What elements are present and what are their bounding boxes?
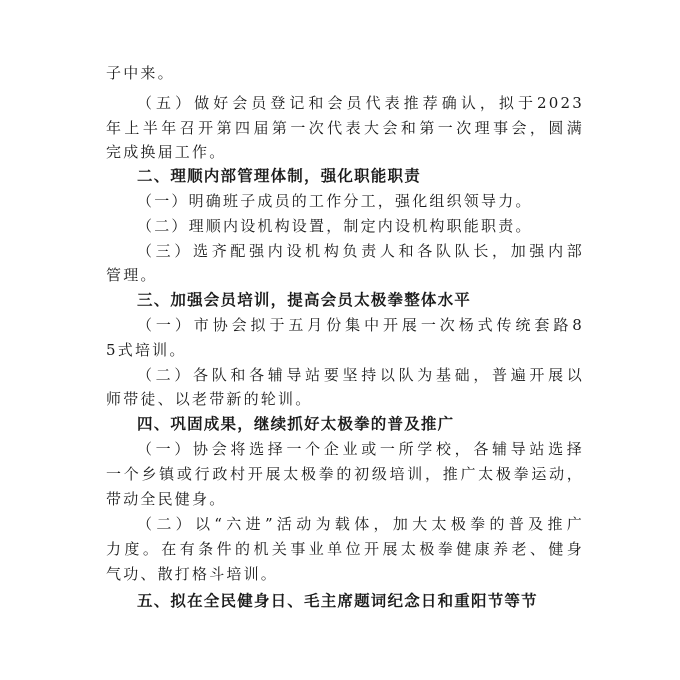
paragraph-line: （一）市协会拟于五月份集中开展一次杨式传统套路8 [137, 316, 584, 334]
section-heading: 三、加强会员培训，提高会员太极拳整体水平 [137, 291, 472, 309]
paragraph-line: （二）以“六进”活动为载体，加大太极拳的普及推广 [137, 515, 584, 533]
paragraph-line: 完成换届工作。 [106, 143, 227, 161]
paragraph-line: （一）明确班子成员的工作分工，强化组织领导力。 [137, 192, 533, 210]
paragraph-line: （一）协会将选择一个企业或一所学校，各辅导站选择 [137, 440, 584, 458]
paragraph-line: （二）各队和各辅导站要坚持以队为基础，普遍开展以 [137, 366, 584, 384]
paragraph-line: 5式培训。 [106, 341, 187, 359]
paragraph-line: （三）选齐配强内设机构负责人和各队队长，加强内部 [137, 242, 584, 260]
paragraph-line: 带动全民健身。 [106, 490, 227, 508]
paragraph-line: 子中来。 [106, 64, 175, 82]
paragraph-line: 一个乡镇或行政村开展太极拳的初级培训，推广太极拳运动， [106, 465, 584, 483]
paragraph-line: 管理。 [106, 266, 158, 284]
section-heading: 二、理顺内部管理体制，强化职能职责 [137, 167, 421, 185]
paragraph-line: （二）理顺内设机构设置，制定内设机构职能职责。 [137, 217, 533, 235]
paragraph-line: 年上半年召开第四届第一次代表大会和第一次理事会，圆满 [106, 119, 584, 137]
paragraph-line: 气功、散打格斗培训。 [106, 565, 279, 583]
paragraph-line: 力度。在有条件的机关事业单位开展太极拳健康养老、健身 [106, 540, 584, 558]
paragraph-line: （五）做好会员登记和会员代表推荐确认，拟于2023 [137, 94, 584, 112]
section-heading: 五、拟在全民健身日、毛主席题词纪念日和重阳节等节 [137, 592, 538, 610]
section-heading: 四、巩固成果，继续抓好太极拳的普及推广 [137, 415, 455, 433]
paragraph-line: 师带徒、以老带新的轮训。 [106, 390, 313, 408]
